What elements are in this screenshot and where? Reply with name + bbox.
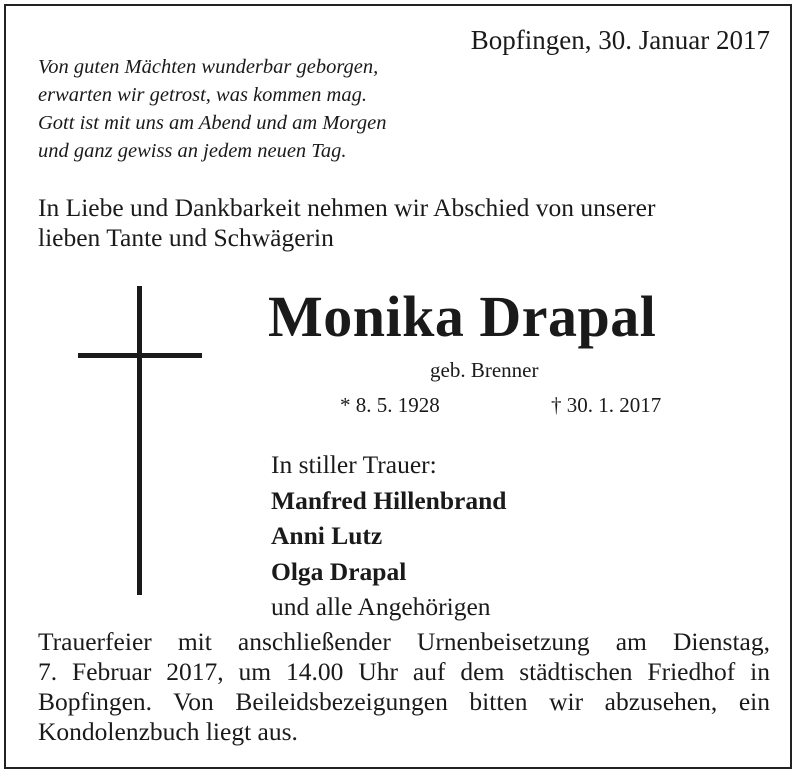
mourners-heading: In stiller Trauer: [271, 450, 437, 479]
place-date: Bopfingen, 30. Januar 2017 [470, 25, 770, 55]
cross-vertical-bar [137, 286, 142, 595]
service-line: Kondolenzbuch liegt aus. [38, 717, 298, 746]
mourner-name: Olga Drapal [271, 556, 407, 586]
poem [38, 53, 387, 165]
mourners-closing: und alle Angehörigen [271, 592, 491, 621]
intro-text [38, 193, 768, 253]
maiden-name: geb. Brenner [430, 358, 539, 382]
mourner-name: Manfred Hillenbrand [271, 485, 507, 515]
poem-line: und ganz gewiss an jedem neuen Tag. [38, 140, 347, 162]
poem-line: Von guten Mächten wunderbar geborgen, [38, 56, 379, 78]
poem-line: erwarten wir getrost, was kommen mag. [38, 84, 367, 106]
mourner-name: Anni Lutz [271, 521, 383, 550]
cross-horizontal-bar [78, 353, 202, 358]
service-line: Bopfingen. Von Beileidsbezeigungen bitten wir abzusehen, ein [38, 687, 770, 716]
service-line: 7. Februar 2017, um 14.00 Uhr auf dem städtischen Friedhof in [38, 657, 770, 686]
death-date: † 30. 1. 2017 [551, 393, 662, 417]
mourners-block [271, 447, 506, 625]
service-info [38, 627, 770, 747]
birth-date: * 8. 5. 1928 [340, 393, 440, 417]
service-line: Trauerfeier mit anschließender Urnenbeisetzung am Dienstag, [38, 627, 770, 656]
deceased-name: Monika Drapal [268, 284, 657, 349]
intro-line: lieben Tante und Schwägerin [38, 223, 334, 252]
intro-line: In Liebe und Dankbarkeit nehmen wir Abschied von unserer [38, 193, 656, 222]
poem-line: Gott ist mit uns am Abend und am Morgen [38, 112, 387, 134]
